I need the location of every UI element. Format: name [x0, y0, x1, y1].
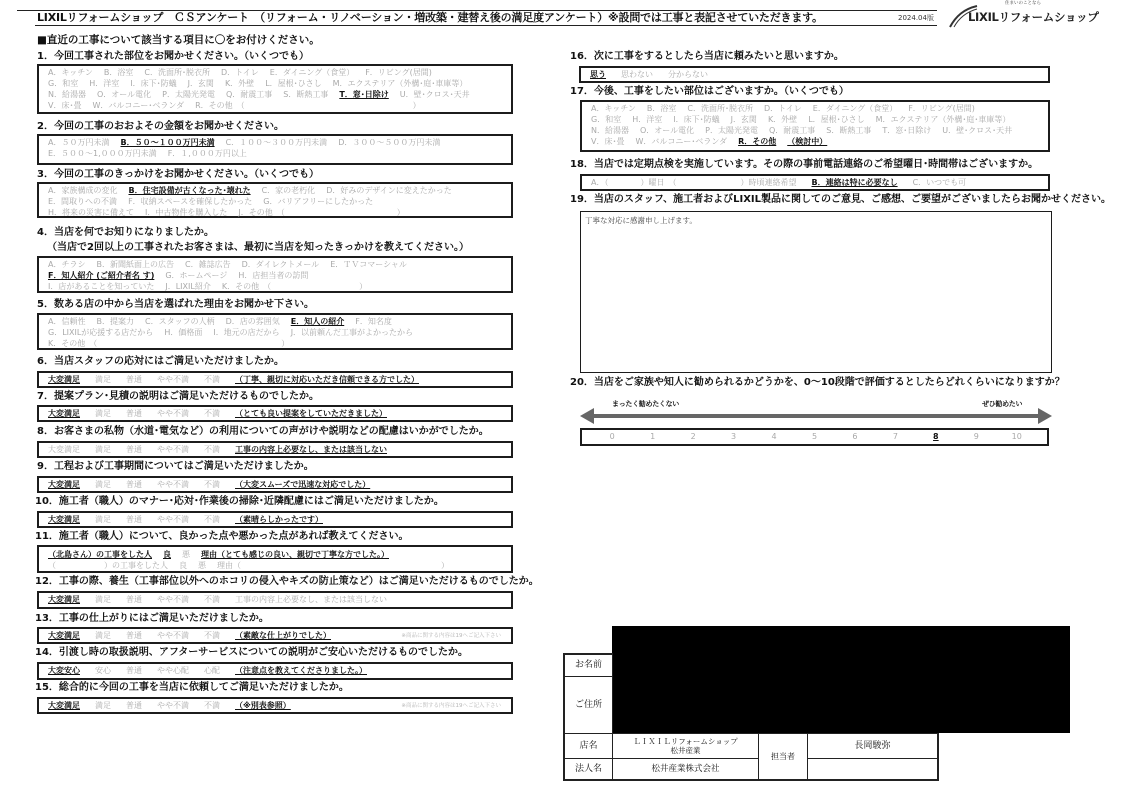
- option-line: [48, 513, 502, 526]
- option-line: [48, 664, 502, 677]
- option: 普通: [126, 409, 142, 418]
- selected-option: 良: [163, 550, 171, 559]
- corp-label: 法人名: [563, 758, 613, 781]
- option: R．その他 （ ）: [195, 101, 421, 110]
- option: P．太陽光発電: [162, 90, 215, 99]
- option: J．LIXIL紹介: [165, 282, 211, 291]
- selected-option: （丁寧、親切に対応いただき信頼できる方でした）: [235, 375, 419, 384]
- option: 3: [731, 432, 737, 441]
- option-line: [590, 68, 1039, 81]
- option: やや不満: [157, 595, 189, 604]
- option: F．収納スペースを確保したかった: [128, 197, 253, 206]
- option: Q．耐震工事: [768, 126, 816, 135]
- option: H．将来の災害に備えて: [48, 208, 135, 217]
- option: I．床下･防蟻: [130, 79, 177, 88]
- q1-options-box: [37, 64, 513, 114]
- option: E．５００～1,０００万円未満: [48, 149, 157, 158]
- redacted-block: [612, 626, 1070, 733]
- selected-option: 大変満足: [48, 631, 80, 640]
- q11-heading: 11．施工者（職人）について、良かった点や悪かった点があれば教えてください。: [35, 531, 409, 542]
- q20-left-label: まったく勧めたくない: [612, 400, 679, 408]
- survey-title: LIXILリフォームショップ ＣＳアンケート （リフォーム・リノベーション・増改築・建替え後の満足度アンケート）※設問では工事と表記させていただきます。: [37, 11, 823, 24]
- option-line: [48, 78, 502, 89]
- q4-subheading: （当店で2回以上の工事されたお客さまは、最初に当店を知ったきっかけを教えてください。）: [47, 242, 469, 253]
- option: E．間取りへの不満: [48, 197, 118, 206]
- option-line: [48, 338, 502, 349]
- option: D．ダイレクトメール: [241, 260, 320, 269]
- option-line: [48, 259, 502, 270]
- option: 分からない: [668, 70, 708, 79]
- q19-heading: 19．当店のスタッフ、施工者およびLIXIL製品に関してのご意見、ご感想、ご要望がございましたらお聞かせください。: [570, 194, 1112, 205]
- option: 普通: [126, 595, 142, 604]
- option: Q．耐震工事: [225, 90, 273, 99]
- intro-instruction: ■直近の工事について該当する項目に〇をお付けください。: [37, 34, 320, 46]
- q17-heading: 17．今後、工事をしたい部位はございますか。（いくつでも）: [570, 86, 849, 97]
- option: N．給湯器: [591, 126, 629, 135]
- selected-option: 大変満足: [48, 480, 80, 489]
- option: やや不満: [157, 631, 189, 640]
- option: L．屋根･ひさし: [265, 79, 322, 88]
- store-name-line2: 松井産業: [670, 746, 701, 755]
- q9-rating-box: [37, 476, 513, 493]
- option: 7: [892, 432, 898, 441]
- option: 普通: [126, 666, 142, 675]
- q7-heading: 7．提案プラン･見積の説明はご満足いただけるものでしたか。: [37, 391, 319, 402]
- option: M．エクステリア（外構･庭･車庫等）: [875, 115, 1011, 124]
- address-label: ご住所: [563, 676, 613, 734]
- selected-option: 工事の内容上必要なし、または該当しない: [235, 445, 387, 454]
- option: T．窓･日除け: [882, 126, 932, 135]
- selected-option: 理由（とても感じの良い、親切で丁寧な方でした。）: [201, 550, 389, 559]
- q2-heading: 2．今回の工事のおおよその金額をお聞かせください。: [37, 121, 284, 132]
- option: G．和室: [48, 79, 79, 88]
- option: 10: [1011, 432, 1022, 441]
- q18-heading: 18．当店では定期点検を実施しています。その際の事前電話連絡のご希望曜日･時間帯はございますか。: [570, 159, 1039, 170]
- option: 理由（ ）: [217, 561, 449, 570]
- option: 2: [690, 432, 696, 441]
- option-line: [48, 270, 502, 281]
- option: やや不満: [157, 701, 189, 710]
- q4-heading: 4．当店を何でお知りになりましたか。: [37, 227, 214, 238]
- option-line: [48, 207, 502, 218]
- option: 満足: [95, 480, 111, 489]
- option: J．その他 （ ）: [238, 208, 405, 217]
- q20-right-label: ぜひ勧めたい: [982, 400, 1023, 408]
- option: N．給湯器: [48, 90, 86, 99]
- option: K．その他 （ ）: [221, 282, 368, 291]
- option: 普通: [126, 701, 142, 710]
- option: やや不満: [157, 409, 189, 418]
- option: 普通: [126, 375, 142, 384]
- option: 不満: [204, 409, 220, 418]
- option: 悪: [198, 561, 206, 570]
- option: E．ＴＶコマーシャル: [330, 260, 407, 269]
- option: D．好みのデザインに変えたかった: [326, 186, 452, 195]
- option: 満足: [95, 409, 111, 418]
- option: E．ダイニング（食堂）: [812, 104, 898, 113]
- q6-rating-box: [37, 371, 513, 388]
- option: 満足: [95, 701, 111, 710]
- option: K．その他 （ ）: [48, 339, 290, 348]
- selected-option: 大変満足: [48, 375, 80, 384]
- option-line: [48, 593, 502, 606]
- q16-heading: 16．次に工事をするとしたら当店に頼みたいと思いますか。: [570, 51, 844, 62]
- option: I．地元の店だから: [213, 328, 280, 337]
- option: G．LIXILが応援する店だから: [48, 328, 154, 337]
- q10-heading: 10．施工者（職人）のマナー･応対･作業後の掃除･近隣配慮にはご満足いただけましたか。: [35, 496, 444, 507]
- option: 1: [650, 432, 656, 441]
- option-line: [48, 89, 502, 100]
- logo-text: LIXILリフォームショップ: [968, 10, 1099, 24]
- option-line: [48, 560, 502, 571]
- q15-heading: 15．総合的に今回の工事を当店に依頼してご満足いただけましたか。: [35, 682, 349, 693]
- option-line: [48, 137, 502, 148]
- option: U．壁･クロス･天井: [942, 126, 1013, 135]
- option: やや不満: [157, 375, 189, 384]
- option: 不満: [204, 515, 220, 524]
- q18-options-box: [580, 174, 1050, 191]
- option-line: [48, 281, 502, 292]
- q13-rating-box: [37, 627, 513, 644]
- option: K．外壁: [767, 115, 798, 124]
- q11-options-box: [37, 545, 513, 573]
- option: 0: [609, 432, 615, 441]
- option: 工事の内容上必要なし、または該当しない: [235, 595, 387, 604]
- option-line: [591, 136, 1039, 147]
- option: M．エクステリア（外構･庭･車庫等）: [332, 79, 468, 88]
- option: H．洋室: [89, 79, 120, 88]
- option: B．提案力: [96, 317, 134, 326]
- store-label: 店名: [563, 733, 613, 759]
- option: A．（ ）曜日 （ ）時頃連絡希望: [591, 178, 797, 187]
- option-line: [592, 430, 1037, 444]
- q7-rating-box: [37, 405, 513, 422]
- q20-heading: 20．当店をご家族や知人に勧められるかどうかを、0～10段階で評価するとしたらどれくらいになりますか？: [570, 377, 1065, 388]
- selected-option: （検討中）: [787, 137, 828, 146]
- double-arrow-icon: [578, 406, 1054, 426]
- option: C．洗面所･脱衣所: [687, 104, 754, 113]
- q12-heading: 12．工事の際、養生（工事部位以外へのホコリの侵入やキズの防止策など）はご満足いただけるものでしたか。: [35, 576, 539, 587]
- option: C．雑誌広告: [184, 260, 231, 269]
- option: 満足: [95, 515, 111, 524]
- q5-options-box: [37, 313, 513, 350]
- option: G．ホームページ: [165, 271, 228, 280]
- selected-option: （とても良い提案をしていただきました）: [235, 409, 387, 418]
- q14-heading: 14．引渡し時の取扱説明、アフターサービスについての説明がご安心いただけるものでしたか。: [35, 647, 469, 658]
- option: G．和室: [591, 115, 622, 124]
- selected-option: 大変満足: [48, 701, 80, 710]
- option: I．床下･防蟻: [673, 115, 720, 124]
- option: O．オール電化: [96, 90, 152, 99]
- q8-heading: 8．お客さまの私物（水道･電気など）の利用についての声がけや説明などの配慮はいかがでしたか。: [37, 426, 489, 437]
- option: 不満: [204, 631, 220, 640]
- selected-option: 大変安心: [48, 666, 80, 675]
- q3-heading: 3．今回の工事のきっかけをお聞かせください。（いくつでも）: [37, 169, 319, 180]
- staff-name: 長岡駿弥: [807, 733, 939, 759]
- option-line: [48, 407, 502, 420]
- option: J．玄関: [187, 79, 214, 88]
- option-line: [48, 67, 502, 78]
- selected-option: B．住宅設備が古くなった･壊れた: [128, 186, 251, 195]
- option-line: [48, 100, 502, 111]
- q8-rating-box: [37, 441, 513, 458]
- option: W．バルコニー･ベランダ: [92, 101, 185, 110]
- q4-options-box: [37, 256, 513, 293]
- q16-options-box: [579, 66, 1050, 83]
- staff-label: 担当者: [758, 733, 808, 781]
- option: I．中古物件を購入した: [145, 208, 228, 217]
- q12-rating-box: [37, 591, 513, 609]
- selected-option: F．知人紹介 (ご紹介者名 す): [48, 271, 155, 280]
- q13-heading: 13．工事の仕上がりにはご満足いただけましたか。: [35, 613, 269, 624]
- q10-rating-box: [37, 511, 513, 528]
- selected-option: （北島さん）の工事をした人: [48, 550, 152, 559]
- option: 安心: [95, 666, 111, 675]
- option: C．いつでも可: [912, 178, 967, 187]
- q9-heading: 9．工程および工事期間についてはご満足いただけましたか。: [37, 461, 314, 472]
- option: U．壁･クロス･天井: [399, 90, 470, 99]
- store-name-cell: [612, 733, 759, 759]
- option: G．バリアフリーにしたかった: [263, 197, 374, 206]
- selected-option: 大変満足: [48, 409, 80, 418]
- selected-option: 思う: [590, 70, 606, 79]
- option: W．バルコニー･ベランダ: [635, 137, 728, 146]
- option: C．家の老朽化: [261, 186, 316, 195]
- option: C．１００～３００万円未満: [225, 138, 328, 147]
- option: H．価格面: [164, 328, 203, 337]
- option: H．洋室: [632, 115, 663, 124]
- option: 普通: [126, 515, 142, 524]
- option: J．玄関: [730, 115, 757, 124]
- option: 不満: [204, 595, 220, 604]
- option: H．店担当者の訪問: [238, 271, 309, 280]
- q17-options-box: [580, 100, 1050, 152]
- option: 満足: [95, 445, 111, 454]
- option: V．床･畳: [591, 137, 625, 146]
- option: B．浴室: [646, 104, 677, 113]
- option-line: [591, 114, 1039, 125]
- option: A．信頼性: [48, 317, 86, 326]
- option: 悪: [182, 550, 190, 559]
- selected-option: （※別表参照）: [235, 701, 291, 710]
- option: V．床･畳: [48, 101, 82, 110]
- option-line: [48, 327, 502, 338]
- option: K．外壁: [224, 79, 255, 88]
- option: S．断熱工事: [283, 90, 329, 99]
- option: （ ）の工事をした人: [48, 561, 168, 570]
- option: D．トイレ: [221, 68, 259, 77]
- q5-heading: 5．数ある店の中から当店を選ばれた理由をお聞かせ下さい。: [37, 299, 314, 310]
- option: 5: [811, 432, 818, 441]
- version-label: 2024.04版: [898, 14, 934, 22]
- name-label: お名前: [563, 653, 613, 677]
- option: 満足: [95, 375, 111, 384]
- option: F．リビング(居間): [908, 104, 975, 113]
- selected-option: R．その他: [738, 137, 777, 146]
- option: 4: [771, 432, 777, 441]
- option: F．リビング(居間): [365, 68, 432, 77]
- selected-option: （素晴らしかったです）: [235, 515, 323, 524]
- option: 大変満足: [48, 445, 80, 454]
- option: 心配: [204, 666, 220, 675]
- option-line: [48, 185, 502, 196]
- selected-option: B．連絡は特に必要なし: [811, 178, 898, 187]
- q15-note: ※商品に関する内容は19へご記入下さい: [401, 703, 501, 709]
- staff-name-blank: [807, 758, 939, 781]
- option: A．キッチン: [591, 104, 636, 113]
- option: A．家族構成の変化: [48, 186, 118, 195]
- option: D．トイレ: [764, 104, 802, 113]
- option: 6: [852, 432, 858, 441]
- selected-option: （注意点を教えてくださりました。）: [235, 666, 367, 675]
- option-line: [48, 549, 502, 560]
- option: B．浴室: [103, 68, 134, 77]
- option: F．知名度: [355, 317, 392, 326]
- option: 不満: [204, 701, 220, 710]
- option: A．５０万円未満: [48, 138, 110, 147]
- q13-note: ※商品に関する内容は19へご記入下さい: [401, 633, 501, 639]
- option: 普通: [126, 445, 142, 454]
- q15-rating-box: [37, 697, 513, 714]
- option: D．３００～５００万円未満: [338, 138, 441, 147]
- option: 良: [179, 561, 187, 570]
- option: 9: [973, 432, 979, 441]
- selected-option: E．知人の紹介: [290, 317, 345, 326]
- option: P．太陽光発電: [705, 126, 758, 135]
- selected-option: （大変スムーズで迅速な対応でした）: [235, 480, 371, 489]
- option-line: [48, 373, 502, 386]
- q3-options-box: [37, 182, 513, 218]
- option-line: [591, 103, 1039, 114]
- q14-rating-box: [37, 662, 513, 680]
- option: C．スタッフの人柄: [144, 317, 215, 326]
- option: 不満: [204, 375, 220, 384]
- option: D．店の雰囲気: [225, 317, 280, 326]
- option: C．洗面所･脱衣所: [144, 68, 211, 77]
- option-line: [48, 196, 502, 207]
- option: I．店があることを知っていた: [48, 282, 155, 291]
- option: O．オール電化: [639, 126, 695, 135]
- option: B．新聞紙面上の広告: [96, 260, 174, 269]
- option-line: [48, 148, 502, 159]
- q19-comment-box: [580, 211, 1052, 373]
- option: やや不満: [157, 480, 189, 489]
- option: J．以前頼んだ工事がよかったから: [290, 328, 414, 337]
- corp-name: 松井産業株式会社: [612, 758, 759, 781]
- q20-score-scale: [580, 428, 1049, 446]
- option: F．１,０００万円以上: [167, 149, 247, 158]
- option: 満足: [95, 631, 111, 640]
- option: A．キッチン: [48, 68, 93, 77]
- selected-option: 8: [933, 432, 939, 441]
- selected-option: 大変満足: [48, 515, 80, 524]
- option: S．断熱工事: [826, 126, 872, 135]
- option: 普通: [126, 480, 142, 489]
- option: L．屋根･ひさし: [808, 115, 865, 124]
- option: やや不満: [157, 445, 189, 454]
- option-line: [591, 125, 1039, 136]
- option: やや不満: [157, 515, 189, 524]
- option: 満足: [95, 595, 111, 604]
- option: 不満: [204, 445, 220, 454]
- option: 普通: [126, 631, 142, 640]
- q6-heading: 6．当店スタッフの応対にはご満足いただけましたか。: [37, 356, 284, 367]
- q1-heading: 1．今回工事された部位をお聞かせください。（いくつでも）: [37, 51, 309, 62]
- option: E．ダイニング（食堂）: [269, 68, 355, 77]
- q2-options-box: [37, 134, 513, 165]
- store-name-line1: ＬＩＸＩＬリフォームショップ: [633, 737, 738, 746]
- option: 不満: [204, 480, 220, 489]
- header-bottom-rule: [35, 25, 937, 26]
- option-line: [591, 176, 1039, 189]
- option-line: [48, 316, 502, 327]
- option-line: [48, 478, 502, 491]
- option: A．チラシ: [48, 260, 86, 269]
- selected-option: B．５０～１００万円未満: [120, 138, 215, 147]
- selected-option: 大変満足: [48, 595, 80, 604]
- selected-option: （素敵な仕上がりでした）: [235, 631, 331, 640]
- selected-option: T．窓･日除け: [339, 90, 389, 99]
- logo-tagline: 住まいのことなら: [1005, 1, 1041, 6]
- option: やや心配: [157, 666, 189, 675]
- option-line: [48, 443, 502, 456]
- option: 思わない: [621, 70, 653, 79]
- q19-comment-text: 丁寧な対応に感謝申し上げます。: [585, 216, 697, 225]
